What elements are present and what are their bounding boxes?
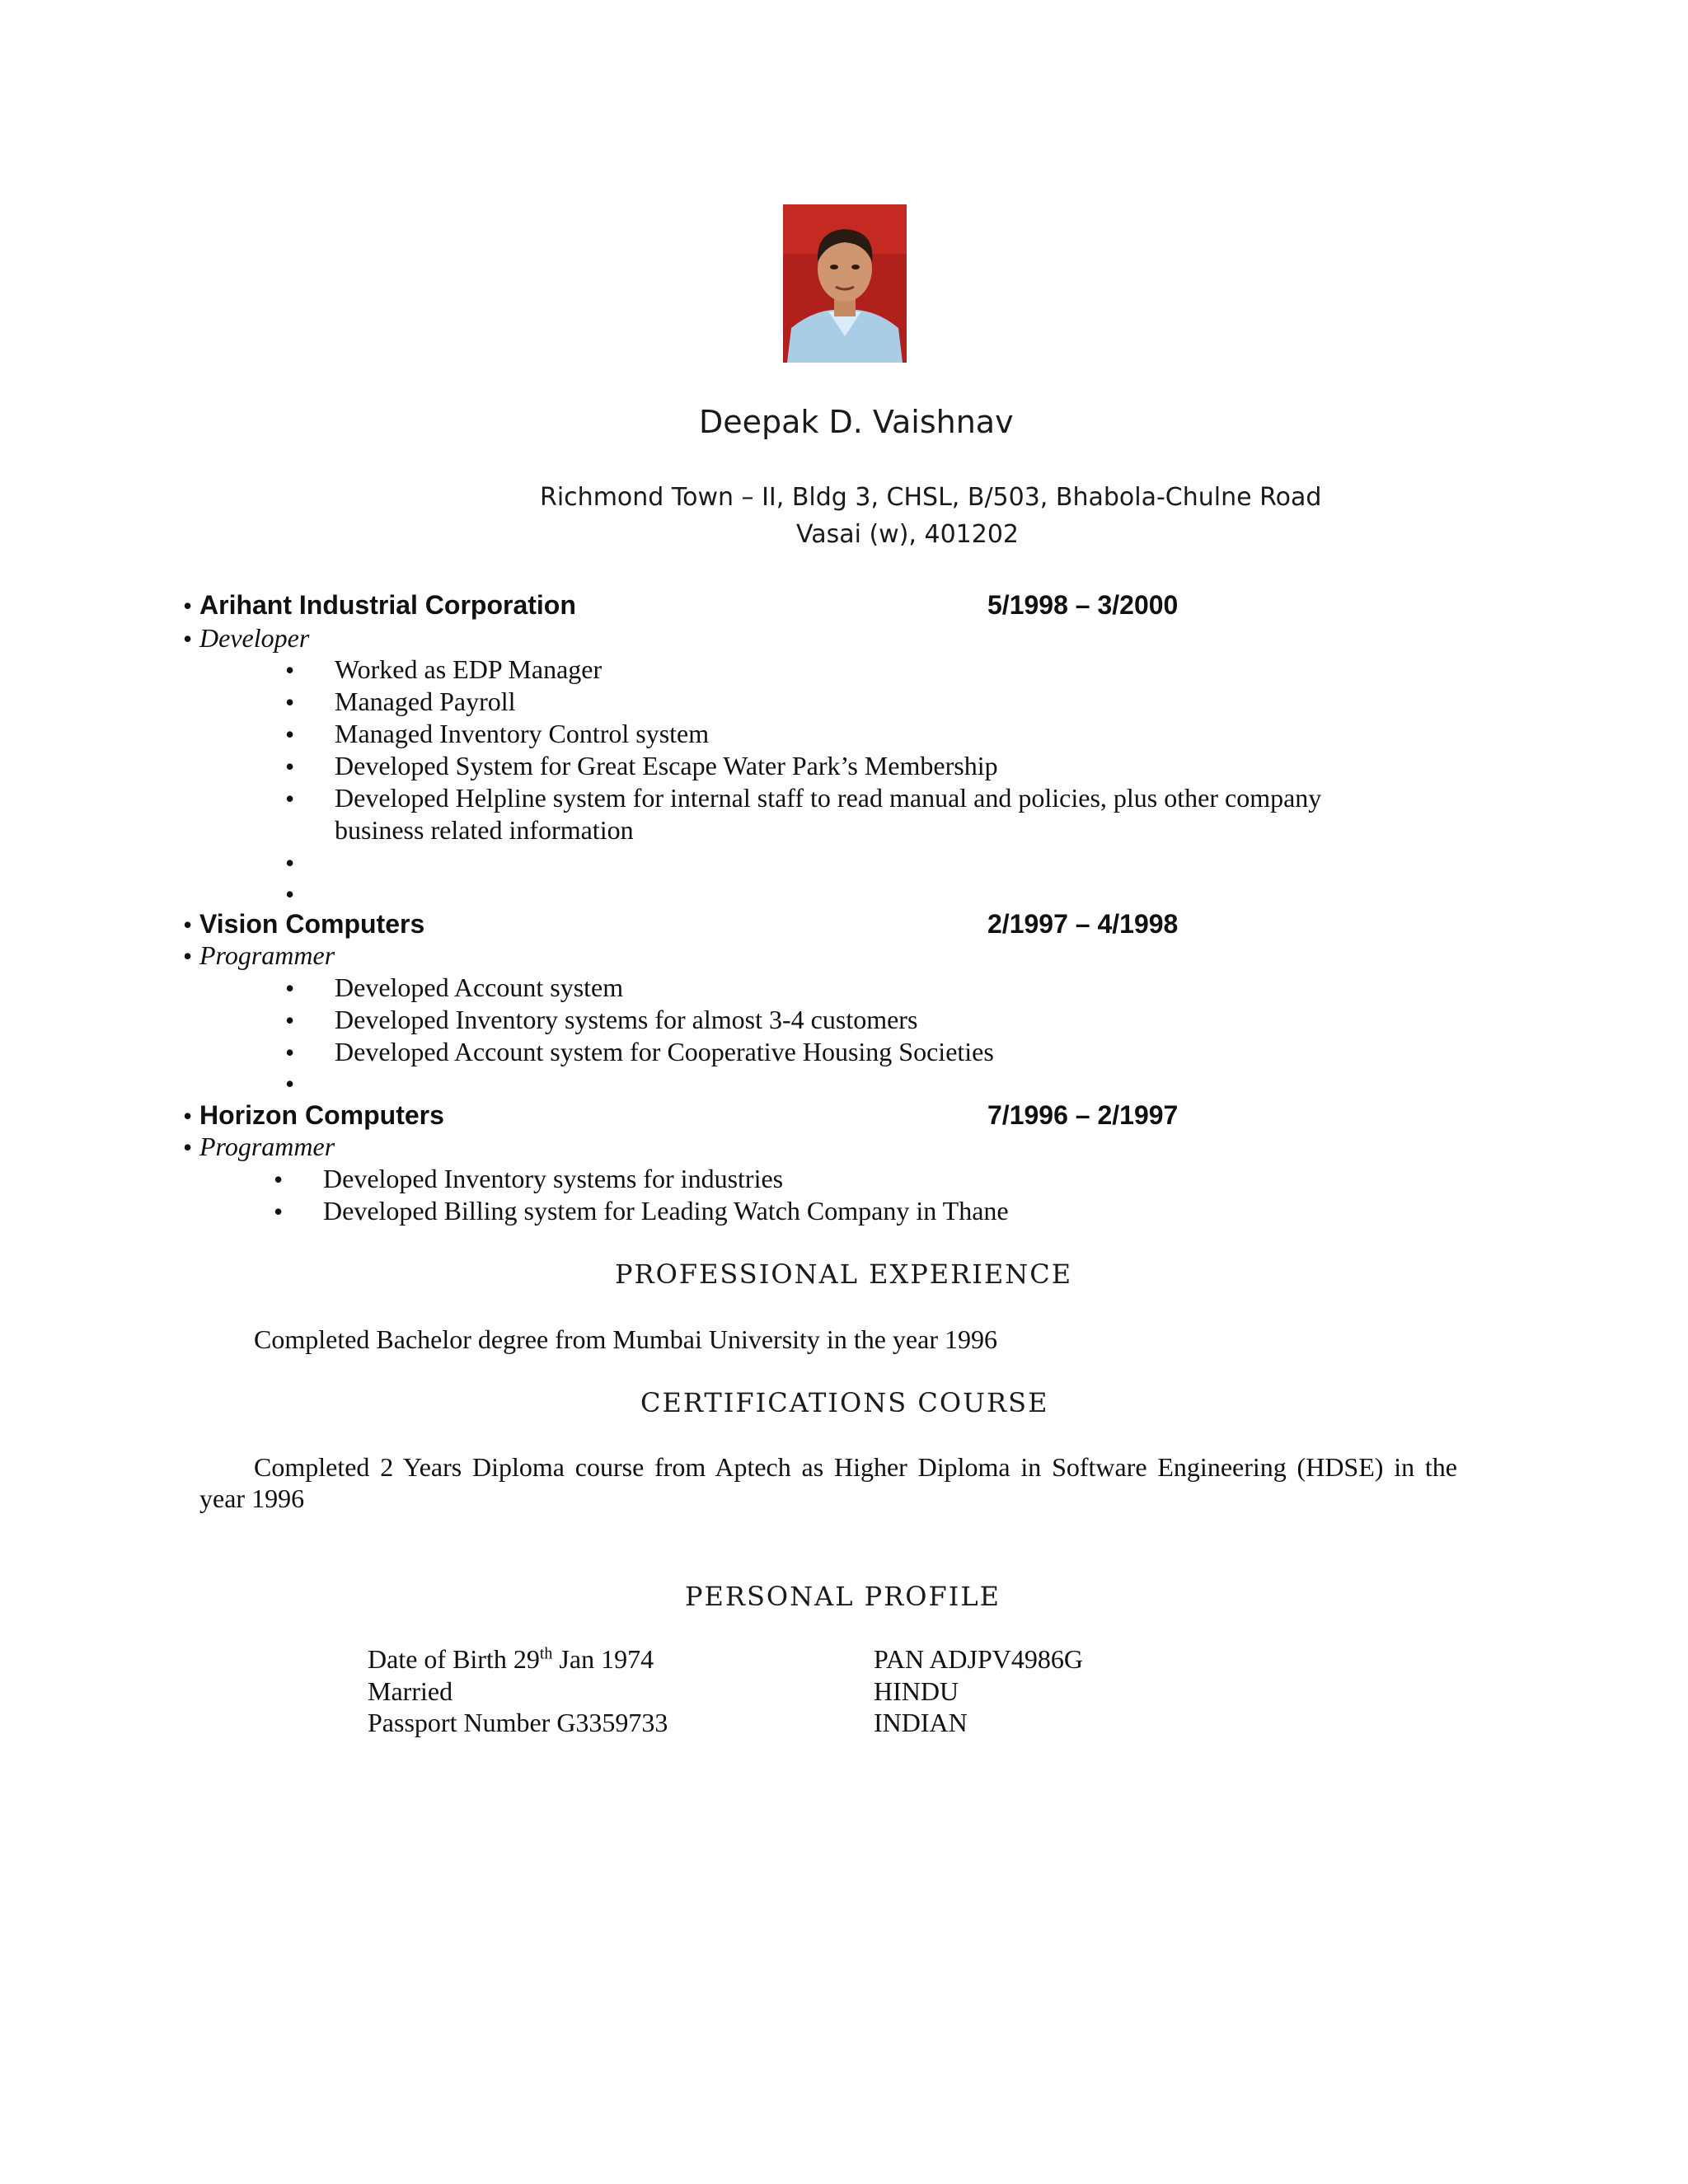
empty-bullet: • bbox=[285, 1069, 295, 1099]
pan-number: PAN ADJPV4986G bbox=[874, 1644, 1083, 1674]
job-company: Horizon Computers bbox=[199, 1100, 444, 1130]
bullet: • bbox=[285, 655, 295, 685]
dob-ordinal: th bbox=[539, 1644, 553, 1663]
bullet: • bbox=[285, 973, 295, 1003]
job-item: Developed Billing system for Leading Watch Company in Thane bbox=[323, 1196, 1009, 1226]
job-dates: 5/1998 – 3/2000 bbox=[987, 590, 1179, 620]
job-dates: 2/1997 – 4/1998 bbox=[987, 909, 1179, 939]
section-heading-certifications: CERTIFICATIONS COURSE bbox=[640, 1387, 1049, 1418]
marital-status: Married bbox=[368, 1676, 453, 1706]
section-heading-profile: PERSONAL PROFILE bbox=[685, 1581, 1001, 1612]
job-item: Developed Helpline system for internal staff to read manual and policies, plus other company bbox=[335, 783, 1322, 813]
bullet: • bbox=[183, 591, 193, 621]
bullet: • bbox=[285, 1038, 295, 1067]
empty-bullet: • bbox=[285, 848, 295, 878]
bullet: • bbox=[285, 719, 295, 749]
bullet: • bbox=[183, 1101, 193, 1131]
job-item: Managed Payroll bbox=[335, 687, 516, 716]
job-company: Arihant Industrial Corporation bbox=[199, 590, 576, 620]
profile-photo bbox=[783, 204, 907, 363]
bullet: • bbox=[183, 624, 193, 654]
job-item: Developed Inventory systems for industries bbox=[323, 1164, 784, 1193]
job-item: Developed System for Great Escape Water Park’s Membership bbox=[335, 751, 998, 780]
dob-prefix: Date of Birth 29 bbox=[368, 1644, 540, 1674]
job-item-continuation: business related information bbox=[335, 815, 634, 845]
job-dates: 7/1996 – 2/1997 bbox=[987, 1100, 1179, 1130]
bullet: • bbox=[274, 1165, 284, 1194]
address-line-1: Richmond Town – II, Bldg 3, CHSL, B/503, Bhabola-Chulne Road bbox=[540, 483, 1322, 512]
profile-photo-image bbox=[783, 204, 907, 363]
section-heading-experience: PROFESSIONAL EXPERIENCE bbox=[615, 1258, 1073, 1290]
job-item: Worked as EDP Manager bbox=[335, 654, 603, 684]
experience-text: Completed Bachelor degree from Mumbai University in the year 1996 bbox=[254, 1324, 997, 1354]
bullet: • bbox=[274, 1197, 284, 1226]
job-role: Programmer bbox=[199, 1132, 335, 1161]
bullet: • bbox=[183, 910, 193, 940]
religion: HINDU bbox=[874, 1676, 959, 1706]
job-item: Developed Inventory systems for almost 3-4 customers bbox=[335, 1005, 918, 1034]
job-item: Developed Account system bbox=[335, 972, 624, 1002]
bullet: • bbox=[183, 941, 193, 971]
bullet: • bbox=[285, 1005, 295, 1035]
certification-text-line-1: Completed 2 Years Diploma course from Aptech as Higher Diploma in Software Engineering (HDSE) in the bbox=[254, 1452, 1457, 1482]
job-item: Managed Inventory Control system bbox=[335, 719, 710, 748]
address-line-2: Vasai (w), 401202 bbox=[796, 520, 1019, 549]
candidate-name: Deepak D. Vaishnav bbox=[699, 404, 1014, 440]
nationality: INDIAN bbox=[874, 1708, 968, 1737]
passport-number: Passport Number G3359733 bbox=[368, 1708, 668, 1737]
job-role: Developer bbox=[199, 623, 310, 653]
date-of-birth bbox=[368, 1644, 654, 1675]
bullet: • bbox=[285, 784, 295, 813]
empty-bullet: • bbox=[285, 879, 295, 909]
bullet: • bbox=[285, 687, 295, 717]
job-item: Developed Account system for Cooperative Housing Societies bbox=[335, 1037, 994, 1066]
bullet: • bbox=[285, 752, 295, 781]
job-company: Vision Computers bbox=[199, 909, 425, 939]
dob-suffix: Jan 1974 bbox=[552, 1644, 654, 1674]
certification-text-line-2: year 1996 bbox=[199, 1483, 305, 1513]
job-role: Programmer bbox=[199, 940, 335, 970]
bullet: • bbox=[183, 1132, 193, 1162]
